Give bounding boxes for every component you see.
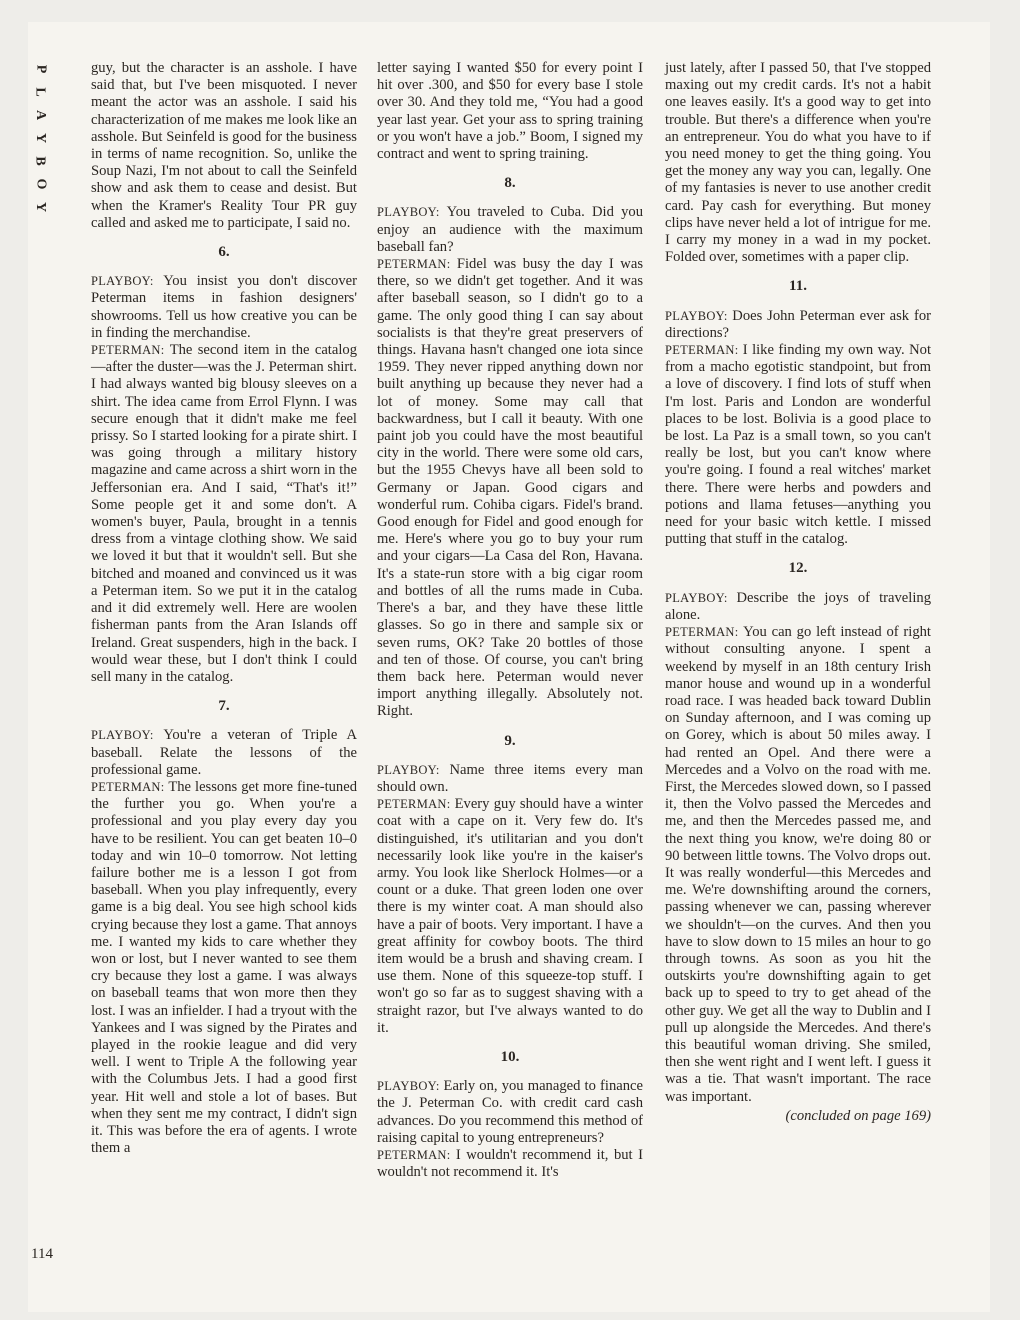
section-number: 12. (788, 560, 808, 577)
speaker-label: PLAYBOY: (91, 274, 164, 289)
running-head-letter: P (33, 64, 48, 74)
paragraph-text: I like finding my own way. Not from a macho egotistic standpoint, but from a love of discovery. I find lots of stuff when I'm lost. Paris and London are wonderful places to be lost. Bolivia is a good place to be lost. La Paz is a small town, so you can't really be lost, but you can't know where you're going. I found a real witches' market there. There were herbs and powders and potions and llama fetuses—anything you need for your basic witch kettle. I missed putting that stuff in the catalog. (665, 342, 931, 548)
speaker-label: PLAYBOY: (665, 308, 733, 323)
paragraph-text: Every guy should have a winter coat with a cape on it. Very few do. It's distinguished, it's utilitarian and you don't necessarily look like you're in the kaiser's army. You look like Sherlock Holmes—or a count or a duke. That green loden one over there is my winter coat. A man should also have a pair of boots. Very important. I have a great affinity for cowboy boots. The third item would be a brush and shaving cream. I use them. None of this squeeze-top stuff. I won't go so far as to suggest shaving with a straight razor, but I've always wanted to do it. (377, 796, 643, 1036)
speaker-label: PLAYBOY: (377, 205, 447, 220)
continued-paragraph (91, 60, 357, 232)
text-column-2 (377, 60, 643, 1181)
paragraph-text: just lately, after I passed 50, that I've stopped maxing out my credit cards. It's not a habit one leaves easily. It's a good way to get into trouble. But there's a difference when you're an entrepreneur. You do what you have to if you need money to get the thing going. You get the money any way you can, legally. One of my fantasies is never to use another credit card. Pay cash for everything. But money clips have never held a lot of intrigue for me. I carry my money in a wad in my pocket. Folded over, sometimes with a paper clip. (665, 60, 931, 266)
interview-paragraph (91, 727, 357, 779)
section-number: 10. (500, 1048, 520, 1065)
interview-paragraph (377, 796, 643, 1037)
speaker-label: PETERMAN: (377, 257, 457, 272)
speaker-label: PETERMAN: (377, 797, 455, 812)
paragraph-text: You insist you don't discover Peterman items in fashion designers' showrooms. Tell us how creative you can be in finding the merchandise. (91, 273, 357, 341)
speaker-label: PLAYBOY: (91, 728, 164, 743)
section-number: 6. (218, 244, 230, 261)
paragraph-text: Does John Peterman ever ask for directions? (665, 307, 931, 341)
running-head-letter: Y (33, 201, 48, 213)
paragraph-text: I wouldn't recommend it, but I wouldn't not recommend it. It's (377, 1146, 643, 1181)
interview-paragraph (91, 779, 357, 1157)
paragraph-text: Name three items every man should own. (377, 761, 643, 795)
speaker-label: PETERMAN: (377, 1147, 456, 1162)
interview-paragraph (665, 590, 931, 624)
running-head-letter: B (33, 156, 48, 166)
interview-paragraph (665, 308, 931, 342)
continued-paragraph (377, 60, 643, 163)
paragraph-text: letter saying I wanted $50 for every point I hit over .300, and $50 for every base I stole over 30. And they told me, “You had a good year last year. Get your ass to spring training or you won't have a job.” Boom, I signed my contract and went to spring training. (377, 60, 643, 163)
speaker-label: PLAYBOY: (377, 762, 450, 777)
running-head-letter: L (33, 87, 48, 97)
speaker-label: PLAYBOY: (665, 590, 737, 605)
running-head-letter: Y (33, 132, 48, 144)
speaker-label: PETERMAN: (91, 343, 170, 358)
paragraph-text: You're a veteran of Triple A baseball. Relate the lessons of the professional game. (91, 727, 357, 778)
speaker-label: PETERMAN: (91, 779, 169, 794)
text-column-1 (91, 60, 357, 1157)
interview-paragraph (665, 624, 931, 1106)
text-column-3 (665, 60, 931, 1125)
section-number: 7. (218, 698, 230, 715)
paragraph-text: The lessons get more fine-tuned the further you go. When you're a professional and you play every day you have to be resilient. You can get beaten 10–0 today and win 10–0 tomorrow. Not letting failure bother me is a lesson I got from baseball. When you play infrequently, every game is a big deal. You see high school kids crying because they lost a game. That annoys me. I wanted my kids to care whether they won or lost, but I never wanted to see them cry because they lost a game. I was always on baseball teams that won more then they lost. I was an infielder. I had a tryout with the Yankees and I was signed by the Pirates and played in the rookie league and did very well. I went to Triple A the following year with the Columbus Jets. I had a good first year. Hit well and stole a lot of bases. But when they sent me my contract, I didn't sign it. This was before the era of agents. I wrote them a (91, 778, 357, 1157)
speaker-label: PETERMAN: (665, 625, 744, 640)
paragraph-text: You traveled to Cuba. Did you enjoy an audience with the maximum baseball fan? (377, 204, 643, 255)
section-number: 11. (789, 278, 807, 295)
paragraph-text: The second item in the catalog—after the duster—was the J. Peterman shirt. I had always wanted big blousy sleeves on a shirt. The idea came from Errol Flynn. I was secure enough that it didn't make me feel prissy. So I started looking for a pirate shirt. I was going through a military history magazine and came across a shirt worn in the Jeffersonian era. And I said, “That's it!” Some people get it and some don't. A women's buyer, Paula, brought in a tennis dress from a vintage clothing show. We said we loved it but that it wouldn't sell. But she bitched and moaned and convinced us it was a Peterman item. So we put it in the catalog and it did extremely well. Here are woolen fisherman pants from the Aran Islands off Ireland. Great suspenders, high in the back. I would wear these, but I don't think I could sell many in the catalog. (91, 342, 357, 685)
paragraph-text: Describe the joys of traveling alone. (665, 589, 931, 623)
interview-paragraph (377, 204, 643, 256)
continued-note: (concluded on page 169) (785, 1107, 931, 1124)
interview-paragraph (91, 273, 357, 342)
paragraph-text: Early on, you managed to finance the J. Peterman Co. with credit card cash advances. Do you recommend this method of raising capital to young entrepreneurs? (377, 1078, 643, 1146)
interview-paragraph (377, 256, 643, 720)
speaker-label: PETERMAN: (665, 343, 743, 358)
continued-paragraph (665, 60, 931, 266)
section-number: 8. (504, 175, 516, 192)
speaker-label: PLAYBOY: (377, 1079, 444, 1094)
paragraph-text: guy, but the character is an asshole. I have said that, but I've been misquoted. I never meant the actor was an asshole. I said his characterization of me makes me look like an asshole. But Seinfeld is good for the business in terms of name recognition. So, unlike the Soup Nazi, I'm not about to call the Seinfeld show and ask them to cease and desist. But when the Kramer's Reality Tour PR guy called and asked me to participate, I said no. (91, 60, 357, 231)
paragraph-text: Fidel was busy the day I was there, so we didn't get together. And it was after baseball season, so I didn't go to a game. The only good thing I can say about socialists is that they're great preservers of things. Havana hasn't changed one iota since 1959. They never ripped anything down nor built anything up because they never had a lot of money. Some may call that backwardness, but I call it beauty. With one paint job you could have the most beautiful city in the world. There were some old cars, but the 1955 Chevys have all been sold to Germany or Japan. Good cigars and wonderful rum. Cohiba cigars. Fidel's brand. Good enough for Fidel and good enough for me. Here's where you go to buy your rum and your cigars—La Casa del Ron, Havana. It's a state-run store with a big cigar room and bottles of all the rums made in Cuba. There's a bar, and they have these little glasses. So go in there and sample six or seven rums, OK? Take 20 bottles of those and ten of those. Of course, you can't bring them back here. Peterman would never import anything illegally. Absolutely not. Right. (377, 256, 643, 720)
interview-paragraph (377, 762, 643, 796)
section-number: 9. (504, 732, 516, 749)
magazine-running-head (30, 62, 50, 214)
paragraph-text: You can go left instead of right without consulting anyone. I spent a weekend by myself in an 18th century Irish manor house and wound up in a wonderful road race. I was headed back toward Dublin on Sunday afternoon, and I was coming up on Gorey, which is about 50 miles away. I had rented an Opel. And there were a Mercedes and a Volvo on the road with me. First, the Mercedes slowed down, so I passed it, then the Volvo passed the Mercedes and me, and then the Mercedes passed me, and the next thing you know, we're doing 80 or 90 between little towns. The Volvo drops out. It was really wonderful—this Mercedes and me. We're downshifting around the corners, passing whenever we can, passing wherever we shouldn't—on the curves. And then you have to slow down to 15 miles an hour to go through towns. As soon as you hit the outskirts you're downshifting again to get back up to speed to try to get ahead of the other guy. We get all the way to Dublin and I pull up alongside the Mercedes. And there's this beautiful woman driving. She smiled, then she went right and I went left. I guess it was a tie. That wasn't important. The race was important. (665, 624, 931, 1105)
page-number: 114 (31, 1246, 53, 1262)
running-head-letter: A (33, 109, 48, 121)
interview-paragraph (91, 342, 357, 686)
interview-paragraph (377, 1078, 643, 1147)
interview-paragraph (665, 342, 931, 548)
running-head-letter: O (32, 178, 48, 190)
interview-paragraph (377, 1147, 643, 1181)
